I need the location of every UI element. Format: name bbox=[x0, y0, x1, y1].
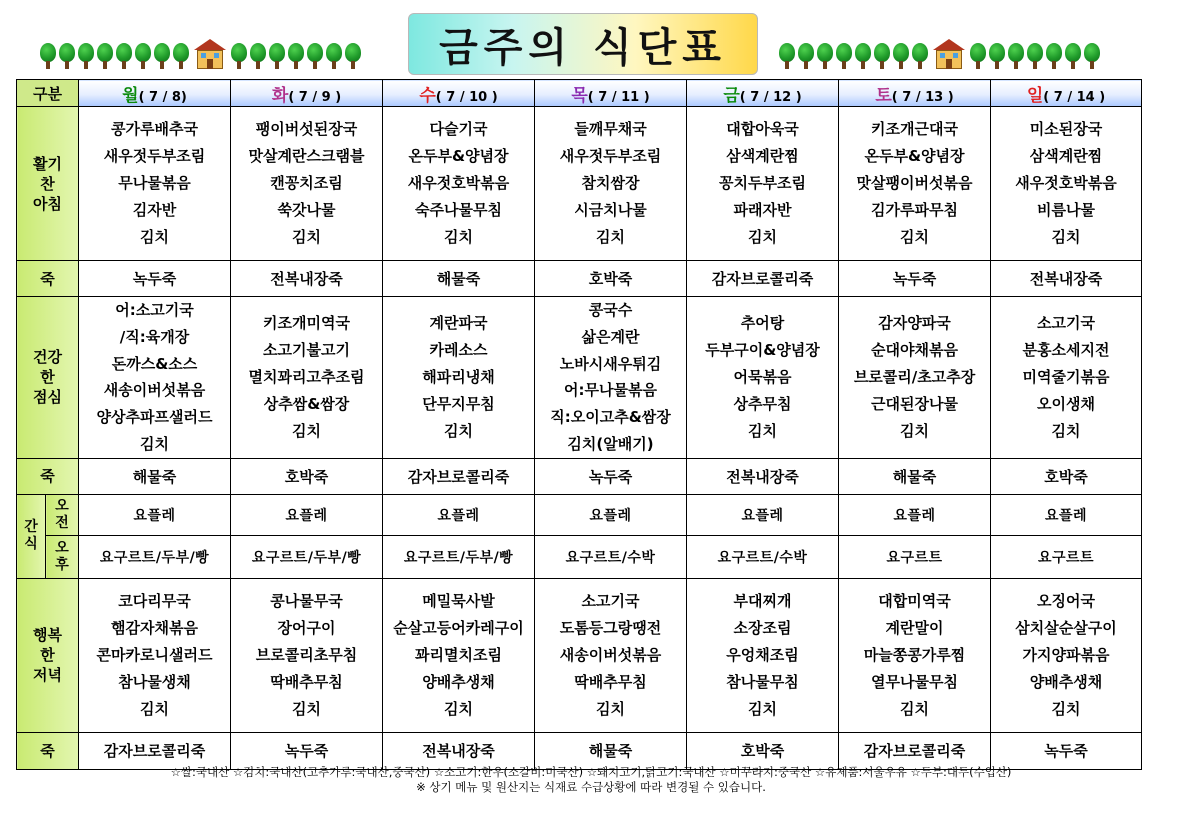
menu-item: 김치 bbox=[140, 434, 169, 453]
menu-item: 무나물볶음 bbox=[118, 174, 191, 192]
menu-item: 순대야채볶음 bbox=[871, 341, 958, 360]
snack-pm-cell: 요구르트 bbox=[839, 535, 991, 578]
tree-icon bbox=[1046, 43, 1062, 69]
menu-item: 소고기불고기 bbox=[263, 341, 350, 360]
dinner-cell bbox=[535, 578, 687, 732]
tree-icon bbox=[1084, 43, 1100, 69]
menu-item: 캔꽁치조림 bbox=[270, 174, 343, 192]
tree-icon bbox=[97, 43, 113, 69]
menu-item: 삼치살순살구이 bbox=[1015, 618, 1117, 637]
tree-icon bbox=[269, 43, 285, 69]
menu-item: 콘마카로니샐러드 bbox=[96, 645, 213, 664]
menu-item: 김가루파무침 bbox=[871, 201, 958, 219]
dinner-cell bbox=[991, 578, 1142, 732]
snack-pm-label bbox=[46, 535, 79, 578]
menu-item: 김자반 bbox=[132, 201, 177, 219]
menu-item: 소장조림 bbox=[733, 618, 792, 637]
menu-item: 키조개미역국 bbox=[263, 314, 350, 333]
snack-pm-cell: 요구르트/두부/빵 bbox=[79, 535, 231, 578]
snack-am-cell: 요플레 bbox=[79, 494, 231, 535]
porridge-label: 죽 bbox=[17, 261, 79, 297]
porridge-cell: 녹두죽 bbox=[231, 732, 383, 769]
menu-item: 참나물생채 bbox=[118, 672, 191, 691]
menu-item: 삼색계란찜 bbox=[1029, 147, 1103, 165]
menu-item: 단무지무침 bbox=[422, 394, 495, 413]
day-header bbox=[839, 80, 991, 107]
menu-item: 참나물무침 bbox=[726, 672, 799, 691]
left-decoration bbox=[40, 41, 361, 69]
menu-item: 맛살계란스크램블 bbox=[248, 147, 365, 165]
menu-item: 새우젓호박볶음 bbox=[1015, 174, 1117, 192]
tree-icon bbox=[288, 43, 304, 69]
menu-item: 대합미역국 bbox=[878, 591, 951, 610]
menu-item: 딱배추무침 bbox=[574, 672, 647, 691]
tree-icon bbox=[154, 43, 170, 69]
tree-icon bbox=[1065, 43, 1081, 69]
lunch-label bbox=[17, 297, 79, 459]
menu-item: 햄감자채볶음 bbox=[111, 618, 198, 637]
menu-item: 김치 bbox=[292, 699, 321, 718]
tree-icon bbox=[779, 43, 795, 69]
menu-item: 대합아욱국 bbox=[726, 120, 799, 138]
day-date: ( 7 / 10 ) bbox=[435, 89, 498, 105]
day-name: 수 bbox=[419, 85, 436, 106]
menu-item: 가지양파볶음 bbox=[1022, 645, 1110, 664]
menu-item: 쑥갓나물 bbox=[277, 201, 336, 219]
menu-item: 상추쌈&쌈장 bbox=[263, 394, 350, 413]
origin-note: ☆쌀:국내산 ☆김치:국내산(고추가루:국내산,중국산) ☆소고기:한우(소갈비:미국산) ☆돼지고기,닭고기:국내산 ☆미꾸라지:중국산 ☆유제품:서울우유 ☆두부:대두(수입산) bbox=[170, 765, 1012, 779]
porridge-cell: 호박죽 bbox=[991, 458, 1142, 494]
day-header bbox=[79, 80, 231, 107]
menu-item: 온두부&양념장 bbox=[408, 147, 509, 165]
menu-item: 김치 bbox=[140, 228, 169, 246]
porridge-cell: 해물죽 bbox=[535, 732, 687, 769]
day-header bbox=[687, 80, 839, 107]
porridge-cell: 전복내장죽 bbox=[687, 458, 839, 494]
snack-am-text: 오전 bbox=[55, 497, 69, 531]
porridge-cell: 감자브로콜리죽 bbox=[839, 732, 991, 769]
menu-item: 브로콜리초무침 bbox=[255, 645, 358, 664]
menu-item: 김치 bbox=[748, 699, 777, 718]
menu-item: 새송이버섯볶음 bbox=[103, 381, 206, 400]
menu-item: 콩가루배추국 bbox=[111, 120, 198, 138]
menu-item: 새우젓두부조림 bbox=[103, 147, 206, 165]
snack-am-cell: 요플레 bbox=[383, 494, 535, 535]
dinner-row bbox=[17, 578, 1142, 732]
porridge-cell: 감자브로콜리죽 bbox=[383, 458, 535, 494]
porridge-cell: 감자브로콜리죽 bbox=[79, 732, 231, 769]
menu-item: 꽈리멸치조림 bbox=[415, 645, 502, 664]
lunch-cell bbox=[383, 297, 535, 459]
snack-pm-cell: 요구르트/수박 bbox=[687, 535, 839, 578]
tree-icon bbox=[798, 43, 814, 69]
porridge-label: 죽 bbox=[17, 458, 79, 494]
menu-item: 김치 bbox=[596, 228, 625, 246]
menu-item: 새우젓두부조림 bbox=[559, 147, 662, 165]
menu-item: 김치 bbox=[444, 228, 473, 246]
tree-icon bbox=[893, 43, 909, 69]
day-name: 금 bbox=[723, 85, 740, 106]
breakfast-cell bbox=[535, 107, 687, 261]
menu-item: 맛살팽이버섯볶음 bbox=[856, 174, 973, 192]
menu-item: 미역줄기볶음 bbox=[1022, 367, 1110, 386]
menu-item: 부대찌개 bbox=[733, 591, 792, 610]
porridge-cell: 녹두죽 bbox=[991, 732, 1142, 769]
lunch-cell bbox=[991, 297, 1142, 459]
tree-icon bbox=[1027, 43, 1043, 69]
menu-item: 콩국수 bbox=[588, 301, 633, 319]
menu-item: 비름나물 bbox=[1037, 201, 1095, 219]
lunch-row bbox=[17, 297, 1142, 459]
menu-item: 오이생채 bbox=[1037, 394, 1095, 413]
menu-table bbox=[16, 79, 1142, 770]
menu-item: 우엉채조림 bbox=[726, 645, 799, 664]
day-name: 토 bbox=[875, 85, 892, 106]
porridge-label: 죽 bbox=[17, 732, 79, 769]
porridge-cell: 해물죽 bbox=[383, 261, 535, 297]
menu-item: 브로콜리/초고추장 bbox=[853, 367, 976, 386]
meal-label: 행복한 저녁 bbox=[33, 626, 62, 685]
menu-item: 삶은계란 bbox=[581, 327, 640, 346]
menu-item: 돈까스&소스 bbox=[111, 354, 198, 373]
menu-item: 직:오이고추&쌈장 bbox=[550, 408, 671, 427]
menu-item: 어묵볶음 bbox=[733, 367, 792, 386]
day-date: ( 7 / 8) bbox=[138, 89, 187, 105]
snack-pm-cell: 요구르트 bbox=[991, 535, 1142, 578]
menu-item: 콩나물무국 bbox=[270, 591, 343, 610]
porridge-cell: 해물죽 bbox=[79, 458, 231, 494]
porridge-cell: 전복내장죽 bbox=[383, 732, 535, 769]
menu-item: 도톰등그랑땡전 bbox=[559, 618, 662, 637]
menu-item: 숙주나물무침 bbox=[415, 201, 502, 219]
snack-pm-cell: 요구르트/두부/빵 bbox=[383, 535, 535, 578]
tree-icon bbox=[116, 43, 132, 69]
breakfast-cell bbox=[991, 107, 1142, 261]
menu-item: 열무나물무침 bbox=[871, 672, 958, 691]
breakfast-cell bbox=[79, 107, 231, 261]
tree-icon bbox=[40, 43, 56, 69]
menu-item: 김치 bbox=[900, 699, 929, 718]
house-icon bbox=[933, 39, 965, 69]
tree-icon bbox=[836, 43, 852, 69]
menu-item: 꽁치두부조림 bbox=[719, 174, 806, 192]
menu-item: 추어탕 bbox=[740, 314, 785, 333]
tree-icon bbox=[970, 43, 986, 69]
menu-item: 상추무침 bbox=[733, 394, 792, 413]
menu-item: 키조개근대국 bbox=[871, 120, 958, 138]
menu-item: 장어구이 bbox=[277, 618, 336, 637]
snack-am-cell: 요플레 bbox=[687, 494, 839, 535]
menu-item: 딱배추무침 bbox=[270, 672, 343, 691]
tree-icon bbox=[1008, 43, 1024, 69]
menu-item: 김치 bbox=[140, 699, 169, 718]
day-name: 월 bbox=[122, 85, 139, 106]
tree-icon bbox=[78, 43, 94, 69]
snack-label-text: 간식 bbox=[24, 519, 38, 553]
snack-am-label bbox=[46, 494, 79, 535]
menu-item: 온두부&양념장 bbox=[864, 147, 965, 165]
tree-icon bbox=[173, 43, 189, 69]
menu-item: 감자양파국 bbox=[878, 314, 951, 333]
porridge-cell: 호박죽 bbox=[687, 732, 839, 769]
menu-item: 해파리냉채 bbox=[422, 367, 495, 386]
menu-item: 새우젓호박볶음 bbox=[407, 174, 510, 192]
tree-icon bbox=[135, 43, 151, 69]
snack-pm-cell: 요구르트/두부/빵 bbox=[231, 535, 383, 578]
menu-item: 팽이버섯된장국 bbox=[255, 120, 358, 138]
lunch-cell bbox=[231, 297, 383, 459]
menu-item: 김치 bbox=[1051, 228, 1081, 246]
breakfast-row bbox=[17, 107, 1142, 261]
menu-item: 어:무나물볶음 bbox=[564, 381, 657, 400]
tree-icon bbox=[989, 43, 1005, 69]
lunch-cell bbox=[687, 297, 839, 459]
porridge-cell: 해물죽 bbox=[839, 458, 991, 494]
page-title: 금주의 식단표 bbox=[439, 24, 727, 71]
snack-am-cell: 요플레 bbox=[231, 494, 383, 535]
day-header bbox=[383, 80, 535, 107]
porridge-cell: 녹두죽 bbox=[535, 458, 687, 494]
dinner-cell bbox=[231, 578, 383, 732]
snack-pm-text: 오후 bbox=[55, 539, 69, 573]
change-notice: ※ 상기 메뉴 및 원산지는 식재료 수급상황에 따라 변경될 수 있습니다. bbox=[416, 780, 766, 794]
category-header: 구분 bbox=[17, 80, 79, 107]
menu-item: 김치 bbox=[1051, 699, 1081, 718]
day-header bbox=[991, 80, 1142, 107]
snack-am-cell: 요플레 bbox=[535, 494, 687, 535]
menu-item: 두부구이&양념장 bbox=[705, 341, 820, 360]
day-name: 목 bbox=[571, 85, 588, 106]
menu-item: 오징어국 bbox=[1037, 591, 1095, 610]
tree-icon bbox=[250, 43, 266, 69]
menu-item: 김치(알배기) bbox=[567, 434, 654, 453]
day-date: ( 7 / 13 ) bbox=[891, 89, 954, 105]
breakfast_porridge-row bbox=[17, 261, 1142, 297]
menu-item: 김치 bbox=[292, 228, 321, 246]
breakfast-cell bbox=[383, 107, 535, 261]
tree-icon bbox=[817, 43, 833, 69]
breakfast-cell bbox=[231, 107, 383, 261]
menu-item: 마늘쫑콩가루찜 bbox=[863, 645, 966, 664]
menu-item: 분홍소세지전 bbox=[1022, 341, 1110, 360]
meal-label: 건강한 점심 bbox=[33, 348, 62, 407]
menu-item: 김치 bbox=[900, 421, 929, 440]
snack-am-cell: 요플레 bbox=[839, 494, 991, 535]
menu-item: 순살고등어카레구이 bbox=[393, 618, 524, 637]
menu-item: 계란말이 bbox=[885, 618, 944, 637]
menu-item: 김치 bbox=[596, 699, 625, 718]
snack-label bbox=[17, 494, 46, 578]
meal-label: 활기찬 아침 bbox=[33, 154, 62, 213]
menu-item: 어:소고기국 bbox=[115, 301, 194, 319]
menu-item: 다슬기국 bbox=[429, 120, 488, 138]
day-date: ( 7 / 11 ) bbox=[587, 89, 650, 105]
menu-item: 김치 bbox=[444, 421, 473, 440]
lunch-cell bbox=[79, 297, 231, 459]
dinner-label bbox=[17, 578, 79, 732]
menu-item: 들깨무채국 bbox=[574, 120, 647, 138]
menu-item: 김치 bbox=[444, 699, 473, 718]
menu-item: 메밀묵사발 bbox=[422, 591, 495, 610]
menu-item: 근대된장나물 bbox=[871, 394, 958, 413]
day-date: ( 7 / 14 ) bbox=[1043, 89, 1106, 105]
snack-am-row bbox=[17, 494, 1142, 535]
menu-item: 김치 bbox=[1051, 421, 1081, 440]
menu-item: 코다리무국 bbox=[118, 591, 191, 610]
tree-icon bbox=[307, 43, 323, 69]
porridge-cell: 녹두죽 bbox=[79, 261, 231, 297]
lunch_porridge-row bbox=[17, 458, 1142, 494]
breakfast-cell bbox=[687, 107, 839, 261]
tree-icon bbox=[326, 43, 342, 69]
lunch-cell bbox=[535, 297, 687, 459]
menu-item: 소고기국 bbox=[581, 591, 640, 610]
porridge-cell: 호박죽 bbox=[231, 458, 383, 494]
menu-item: /직:육개장 bbox=[119, 327, 190, 346]
menu-item: 소고기국 bbox=[1037, 314, 1095, 333]
header-row bbox=[17, 80, 1142, 107]
dinner-cell bbox=[839, 578, 991, 732]
day-name: 화 bbox=[271, 85, 289, 106]
tree-icon bbox=[874, 43, 890, 69]
title-banner bbox=[408, 13, 758, 75]
menu-item: 새송이버섯볶음 bbox=[559, 645, 662, 664]
tree-icon bbox=[855, 43, 871, 69]
porridge-cell: 호박죽 bbox=[535, 261, 687, 297]
day-date: ( 7 / 12 ) bbox=[739, 89, 802, 105]
menu-item: 멸치꽈리고추조림 bbox=[248, 367, 365, 386]
menu-item: 노바시새우튀김 bbox=[559, 354, 662, 373]
menu-item: 양상추파프샐러드 bbox=[96, 408, 213, 427]
breakfast-cell bbox=[839, 107, 991, 261]
snack-pm-cell: 요구르트/수박 bbox=[535, 535, 687, 578]
right-decoration bbox=[779, 41, 1100, 69]
day-header bbox=[231, 80, 383, 107]
dinner-cell bbox=[383, 578, 535, 732]
menu-item: 양배추생채 bbox=[422, 672, 495, 691]
tree-icon bbox=[59, 43, 75, 69]
breakfast-label bbox=[17, 107, 79, 261]
menu-item: 김치 bbox=[292, 421, 321, 440]
menu-item: 미소된장국 bbox=[1029, 120, 1103, 138]
day-header bbox=[535, 80, 687, 107]
snack-am-cell: 요플레 bbox=[991, 494, 1142, 535]
lunch-cell bbox=[839, 297, 991, 459]
menu-item: 김치 bbox=[748, 228, 777, 246]
house-icon bbox=[194, 39, 226, 69]
day-name: 일 bbox=[1026, 85, 1044, 106]
dinner-cell bbox=[79, 578, 231, 732]
menu-item: 김치 bbox=[900, 228, 929, 246]
porridge-cell: 전복내장죽 bbox=[991, 261, 1142, 297]
menu-item: 시금치나물 bbox=[574, 201, 647, 219]
snack-pm-row bbox=[17, 535, 1142, 578]
menu-item: 양배추생채 bbox=[1029, 672, 1103, 691]
porridge-cell: 전복내장죽 bbox=[231, 261, 383, 297]
porridge-cell: 녹두죽 bbox=[839, 261, 991, 297]
menu-item: 김치 bbox=[748, 421, 777, 440]
tree-icon bbox=[345, 43, 361, 69]
menu-item: 참치쌈장 bbox=[581, 174, 640, 192]
menu-item: 삼색계란찜 bbox=[726, 147, 799, 165]
tree-icon bbox=[231, 43, 247, 69]
menu-item: 계란파국 bbox=[429, 314, 488, 333]
dinner-cell bbox=[687, 578, 839, 732]
porridge-cell: 감자브로콜리죽 bbox=[687, 261, 839, 297]
menu-item: 파래자반 bbox=[733, 201, 792, 219]
day-date: ( 7 / 9 ) bbox=[288, 89, 342, 105]
menu-item: 카레소스 bbox=[429, 341, 488, 360]
tree-icon bbox=[912, 43, 928, 69]
